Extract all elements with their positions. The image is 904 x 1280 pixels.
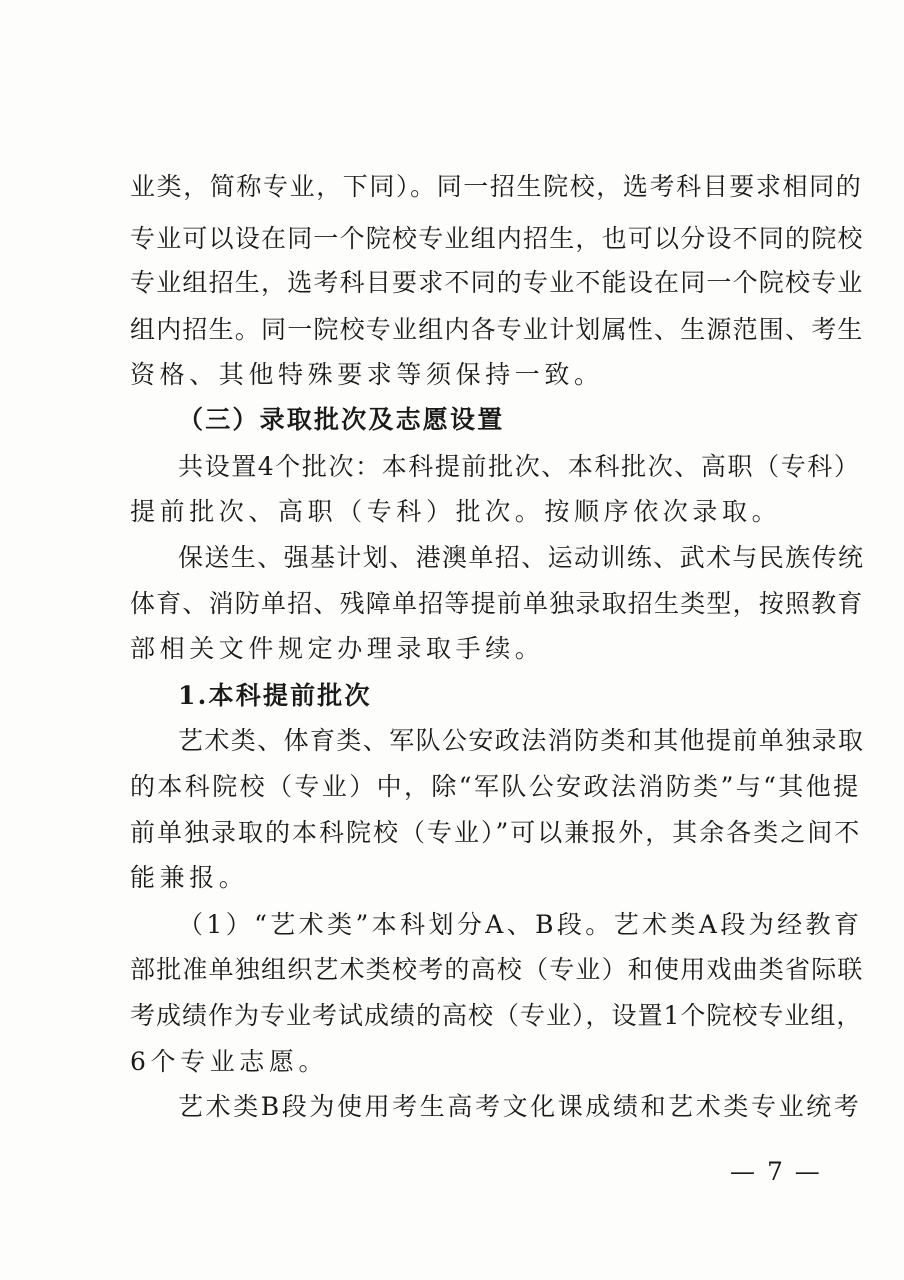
text-line: 保送生、强基计划、港澳单招、运动训练、武术与民族传统 <box>178 543 865 572</box>
text-line: 前单独录取的本科院校（专业）”可以兼报外，其余各类之间不 <box>130 818 862 847</box>
text-line: 6个专业志愿。 <box>130 1047 329 1076</box>
section-heading: （三）录取批次及志愿设置 <box>178 405 505 434</box>
text-line: 业类，简称专业，下同）。同一招生院校，选考科目要求相同的 <box>130 172 863 201</box>
page-number: — 7 — <box>730 1157 822 1186</box>
text-line: 共设置4个批次：本科提前批次、本科批次、高职（专科） <box>178 452 861 481</box>
text-line: 考成绩作为专业考试成绩的高校（专业），设置1个院校专业组， <box>130 1001 863 1030</box>
text-line: 艺术类、体育类、军队公安政法消防类和其他提前单独录取 <box>178 726 865 755</box>
text-line: 的本科院校（专业）中，除“军队公安政法消防类”与“其他提 <box>130 772 861 801</box>
text-line: 专业可以设在同一个院校专业组内招生，也可以分设不同的院校 <box>130 224 864 253</box>
text-line: 能兼报。 <box>130 863 249 892</box>
text-line: 部相关文件规定办理录取手续。 <box>130 634 545 663</box>
text-line: 资格、其他特殊要求等须保持一致。 <box>130 360 604 389</box>
text-line: 组内招生。同一院校专业组内各专业计划属性、生源范围、考生 <box>130 315 864 344</box>
text-line: 部批准单独组织艺术类校考的高校（专业）和使用戏曲类省际联 <box>130 955 864 984</box>
subsection-heading: 1.本科提前批次 <box>178 681 372 710</box>
text-line: 提前批次、高职（专科）批次。按顺序依次录取。 <box>130 497 782 526</box>
text-line: 艺术类B段为使用考生高考文化课成绩和艺术类专业统考 <box>178 1092 862 1121</box>
text-line: 专业组招生，选考科目要求不同的专业不能设在同一个院校专业 <box>130 268 864 297</box>
text-line: 体育、消防单招、残障单招等提前单独录取招生类型，按照教育 <box>130 589 864 618</box>
text-line: （1）“艺术类”本科划分A、B段。艺术类A段为经教育 <box>178 910 863 939</box>
